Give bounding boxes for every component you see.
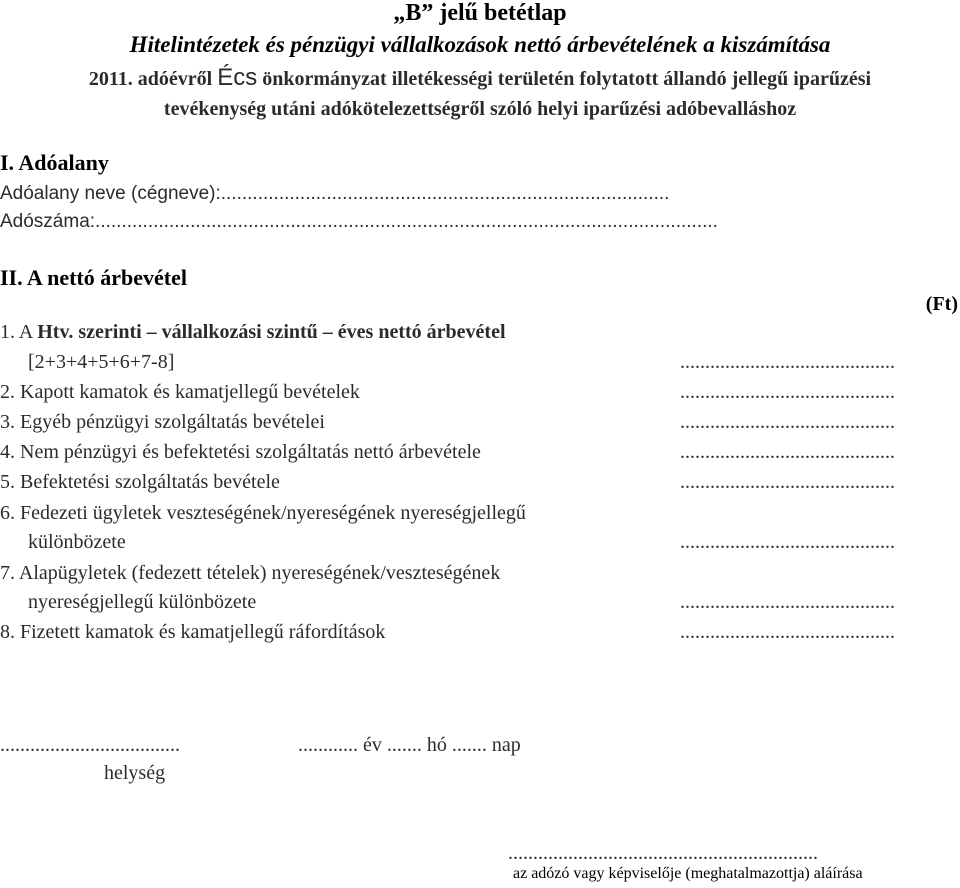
signature-label: az adózó vagy képviselője (meghatalmazottja) aláírása bbox=[513, 865, 863, 882]
item-7-label: 7. Alapügyletek (fedezett tételek) nyereségének/veszteségének bbox=[0, 562, 501, 584]
item-1-label bbox=[0, 321, 506, 344]
currency-unit: (Ft) bbox=[925, 293, 958, 315]
date-field[interactable]: ............ év ....... hó ....... nap bbox=[298, 734, 521, 756]
item-4-label: 4. Nem pénzügyi és befektetési szolgáltatás nettó árbevétele bbox=[0, 441, 481, 463]
section-2-heading: II. A nettó árbevétel bbox=[0, 265, 187, 290]
section-1-heading: I. Adóalany bbox=[0, 150, 109, 175]
item-2-value-field[interactable]: ........................................... bbox=[680, 381, 895, 403]
item-8-value-field[interactable]: ........................................... bbox=[680, 621, 895, 643]
signature-field[interactable]: .............................................................. bbox=[508, 842, 818, 864]
item-2-label: 2. Kapott kamatok és kamatjellegű bevételek bbox=[0, 381, 360, 403]
intro-line2: tevékenység utáni adókötelezettségről szóló helyi iparűzési adóbevalláshoz bbox=[163, 98, 797, 120]
item-6-label-cont: különbözete bbox=[28, 531, 126, 553]
document-subtitle: Hitelintézetek és pénzügyi vállalkozások nettó árbevételének a kiszámítása bbox=[129, 32, 831, 57]
municipality-name: Écs bbox=[217, 64, 258, 91]
item-1-title: Htv. szerinti – vállalkozási szintű – éves nettó árbevétel bbox=[37, 321, 506, 343]
taxpayer-name-field[interactable]: Adóalany neve (cégneve):..................................................................................... bbox=[0, 183, 670, 204]
item-5-label: 5. Befektetési szolgáltatás bevétele bbox=[0, 471, 280, 493]
item-3-label: 3. Egyéb pénzügyi szolgáltatás bevételei bbox=[0, 411, 325, 433]
intro-line1-start: 2011. adóévről bbox=[88, 68, 218, 90]
item-7-value-field[interactable]: ........................................... bbox=[680, 591, 895, 613]
item-1-prefix: 1. A bbox=[0, 321, 38, 343]
item-4-value-field[interactable]: ........................................... bbox=[680, 441, 895, 463]
intro-line1-end: önkormányzat illetékességi területén folytatott állandó jellegű iparűzési bbox=[257, 68, 872, 90]
document-title: „B” jelű betétlap bbox=[393, 0, 567, 26]
place-field[interactable]: .................................... bbox=[0, 734, 180, 756]
item-1-value-field[interactable]: ........................................... bbox=[680, 351, 895, 373]
intro-text bbox=[0, 63, 960, 124]
item-5-value-field[interactable]: ........................................... bbox=[680, 471, 895, 493]
item-8-label: 8. Fizetett kamatok és kamatjellegű ráfordítások bbox=[0, 621, 386, 643]
item-3-value-field[interactable]: ........................................... bbox=[680, 411, 895, 433]
tax-number-field[interactable]: Adószáma:...................................................................................................................... bbox=[0, 211, 718, 232]
item-7-label-cont: nyereségjellegű különbözete bbox=[28, 591, 257, 613]
item-6-value-field[interactable]: ........................................... bbox=[680, 531, 895, 553]
item-1-formula: [2+3+4+5+6+7-8] bbox=[28, 351, 175, 373]
place-label: helység bbox=[104, 762, 166, 784]
item-6-label: 6. Fedezeti ügyletek veszteségének/nyereségének nyereségjellegű bbox=[0, 502, 526, 524]
